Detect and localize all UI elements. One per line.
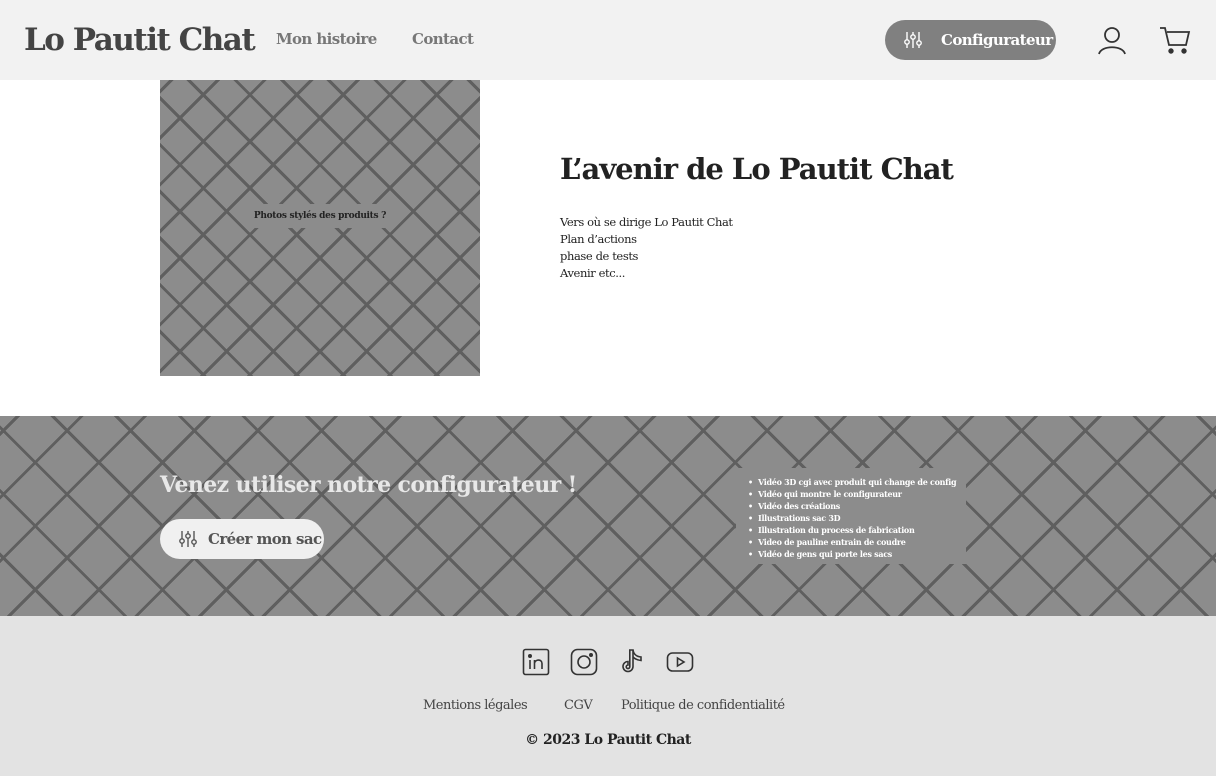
section-line: phase de tests [560, 249, 639, 263]
create-bag-button-label: Créer mon sac [208, 530, 322, 548]
instagram-icon[interactable] [570, 648, 598, 676]
list-item: • Vidéo des créations [758, 500, 956, 512]
footer-link-legal-notice[interactable]: Mentions légales [423, 698, 528, 713]
user-account-icon[interactable] [1096, 24, 1128, 56]
youtube-icon[interactable] [666, 648, 694, 676]
nav-link-contact[interactable]: Contact [412, 30, 474, 48]
cart-icon[interactable] [1158, 24, 1192, 56]
tiktok-icon[interactable] [618, 648, 646, 676]
sliders-icon [178, 529, 198, 549]
list-item: • Vidéo qui montre le configurateur [758, 488, 956, 500]
section-title: L’avenir de Lo Pautit Chat [560, 152, 953, 186]
linkedin-icon[interactable] [522, 648, 550, 676]
configurator-cta-band [0, 416, 1216, 616]
footer-link-privacy-policy[interactable]: Politique de confidentialité [621, 698, 785, 713]
product-photo-placeholder [160, 80, 480, 376]
photo-placeholder-caption: Photos stylés des produits ? [250, 204, 390, 228]
list-item: • Vidéo 3D cgi avec produit qui change de config [758, 476, 956, 488]
section-line: Avenir etc... [560, 266, 626, 280]
create-bag-button[interactable] [160, 519, 324, 559]
configurator-button[interactable] [885, 20, 1056, 60]
copyright-text: © 2023 Lo Pautit Chat [525, 732, 691, 748]
section-line: Plan d’actions [560, 232, 637, 246]
cta-title: Venez utiliser notre configurateur ! [160, 472, 577, 498]
footer-link-cgv[interactable]: CGV [564, 698, 593, 713]
media-placeholder [736, 468, 966, 564]
site-logo[interactable]: Lo Pautit Chat [24, 22, 255, 58]
site-footer [0, 616, 1216, 776]
list-item: • Illustration du process de fabrication [758, 524, 956, 536]
section-text [560, 214, 733, 282]
configurator-button-label: Configurateur [941, 31, 1053, 49]
sliders-icon [903, 30, 923, 50]
section-line: Vers où se dirige Lo Pautit Chat [560, 215, 733, 229]
site-header [0, 0, 1216, 80]
list-item: • Video de pauline entrain de coudre [758, 536, 956, 548]
media-ideas-list [758, 476, 956, 560]
list-item: • Vidéo de gens qui porte les sacs [758, 548, 956, 560]
nav-link-mon-histoire[interactable]: Mon histoire [276, 30, 377, 48]
list-item: • Illustrations sac 3D [758, 512, 956, 524]
